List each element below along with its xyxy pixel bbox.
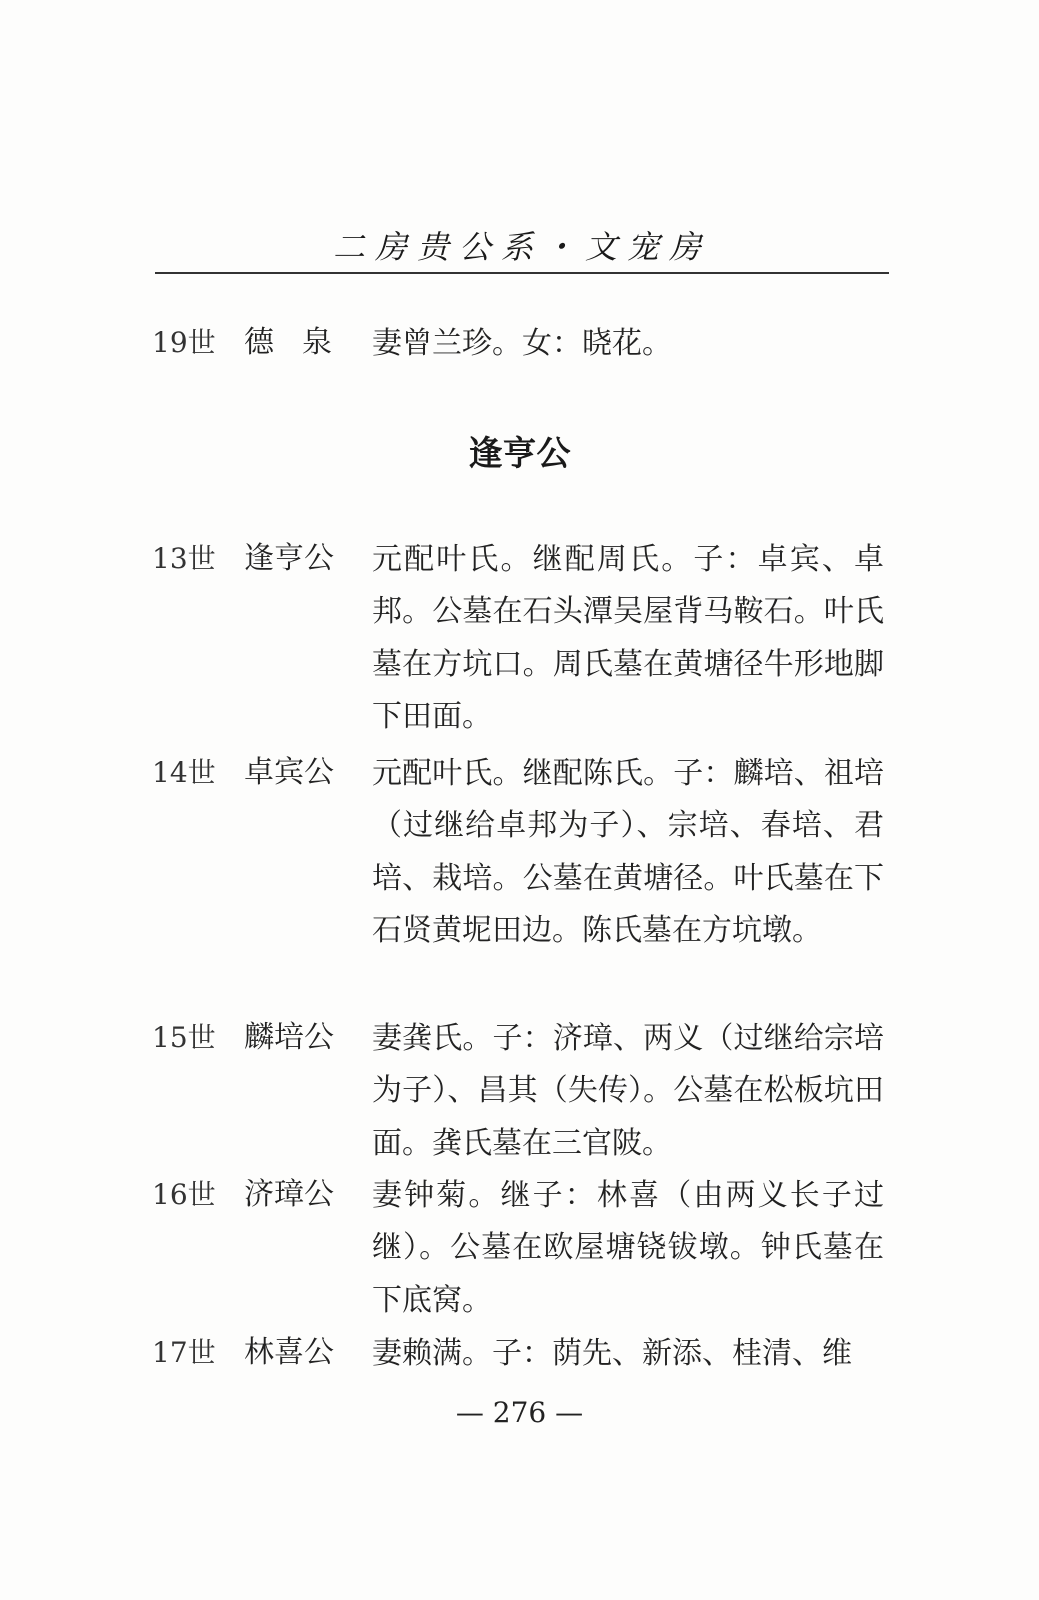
generation-label: 16世 <box>152 1178 216 1211</box>
generation-label: 15世 <box>152 1021 216 1054</box>
header-rule <box>155 272 889 274</box>
entry-text: 元配叶氏。继配周氏。子：卓宾、卓邦。公墓在石头潭吴屋背马鞍石。叶氏墓在方坑口。周氏墓在黄塘径牛形地脚下田面。 <box>372 542 884 735</box>
running-header: 二房贵公系・文宠房 <box>332 228 711 266</box>
entry-text: 妻龚氏。子：济璋、两义（过继给宗培为子）、昌其（失传）。公墓在松板坑田面。龚氏墓在三官陂。 <box>372 1021 884 1161</box>
person-name: 林喜公 <box>244 1335 334 1370</box>
page-number: — 276 — <box>455 1396 584 1429</box>
generation-label: 19世 <box>152 326 216 359</box>
entry-text: 妻曾兰珍。女：晓花。 <box>372 326 672 361</box>
generation-label: 13世 <box>152 542 216 575</box>
generation-label: 14世 <box>152 756 216 789</box>
entry-text: 妻钟菊。继子：林喜（由两义长子过继）。公墓在欧屋塘铙钹墩。钟氏墓在下底窝。 <box>372 1178 884 1318</box>
generation-label: 17世 <box>152 1336 216 1369</box>
entry-text: 妻赖满。子：荫先、新添、桂清、维 <box>372 1336 852 1371</box>
entry-text: 元配叶氏。继配陈氏。子：麟培、祖培（过继给卓邦为子）、宗培、春培、君培、栽培。公墓在黄塘径。叶氏墓在下石贤黄坭田边。陈氏墓在方坑墩。 <box>372 756 884 949</box>
section-title: 逢亨公 <box>468 434 571 474</box>
person-name: 济璋公 <box>244 1177 334 1212</box>
person-name: 麟培公 <box>244 1020 334 1055</box>
person-name: 卓宾公 <box>244 755 334 790</box>
person-name: 德泉 <box>244 325 360 360</box>
person-name: 逢亨公 <box>244 541 334 576</box>
